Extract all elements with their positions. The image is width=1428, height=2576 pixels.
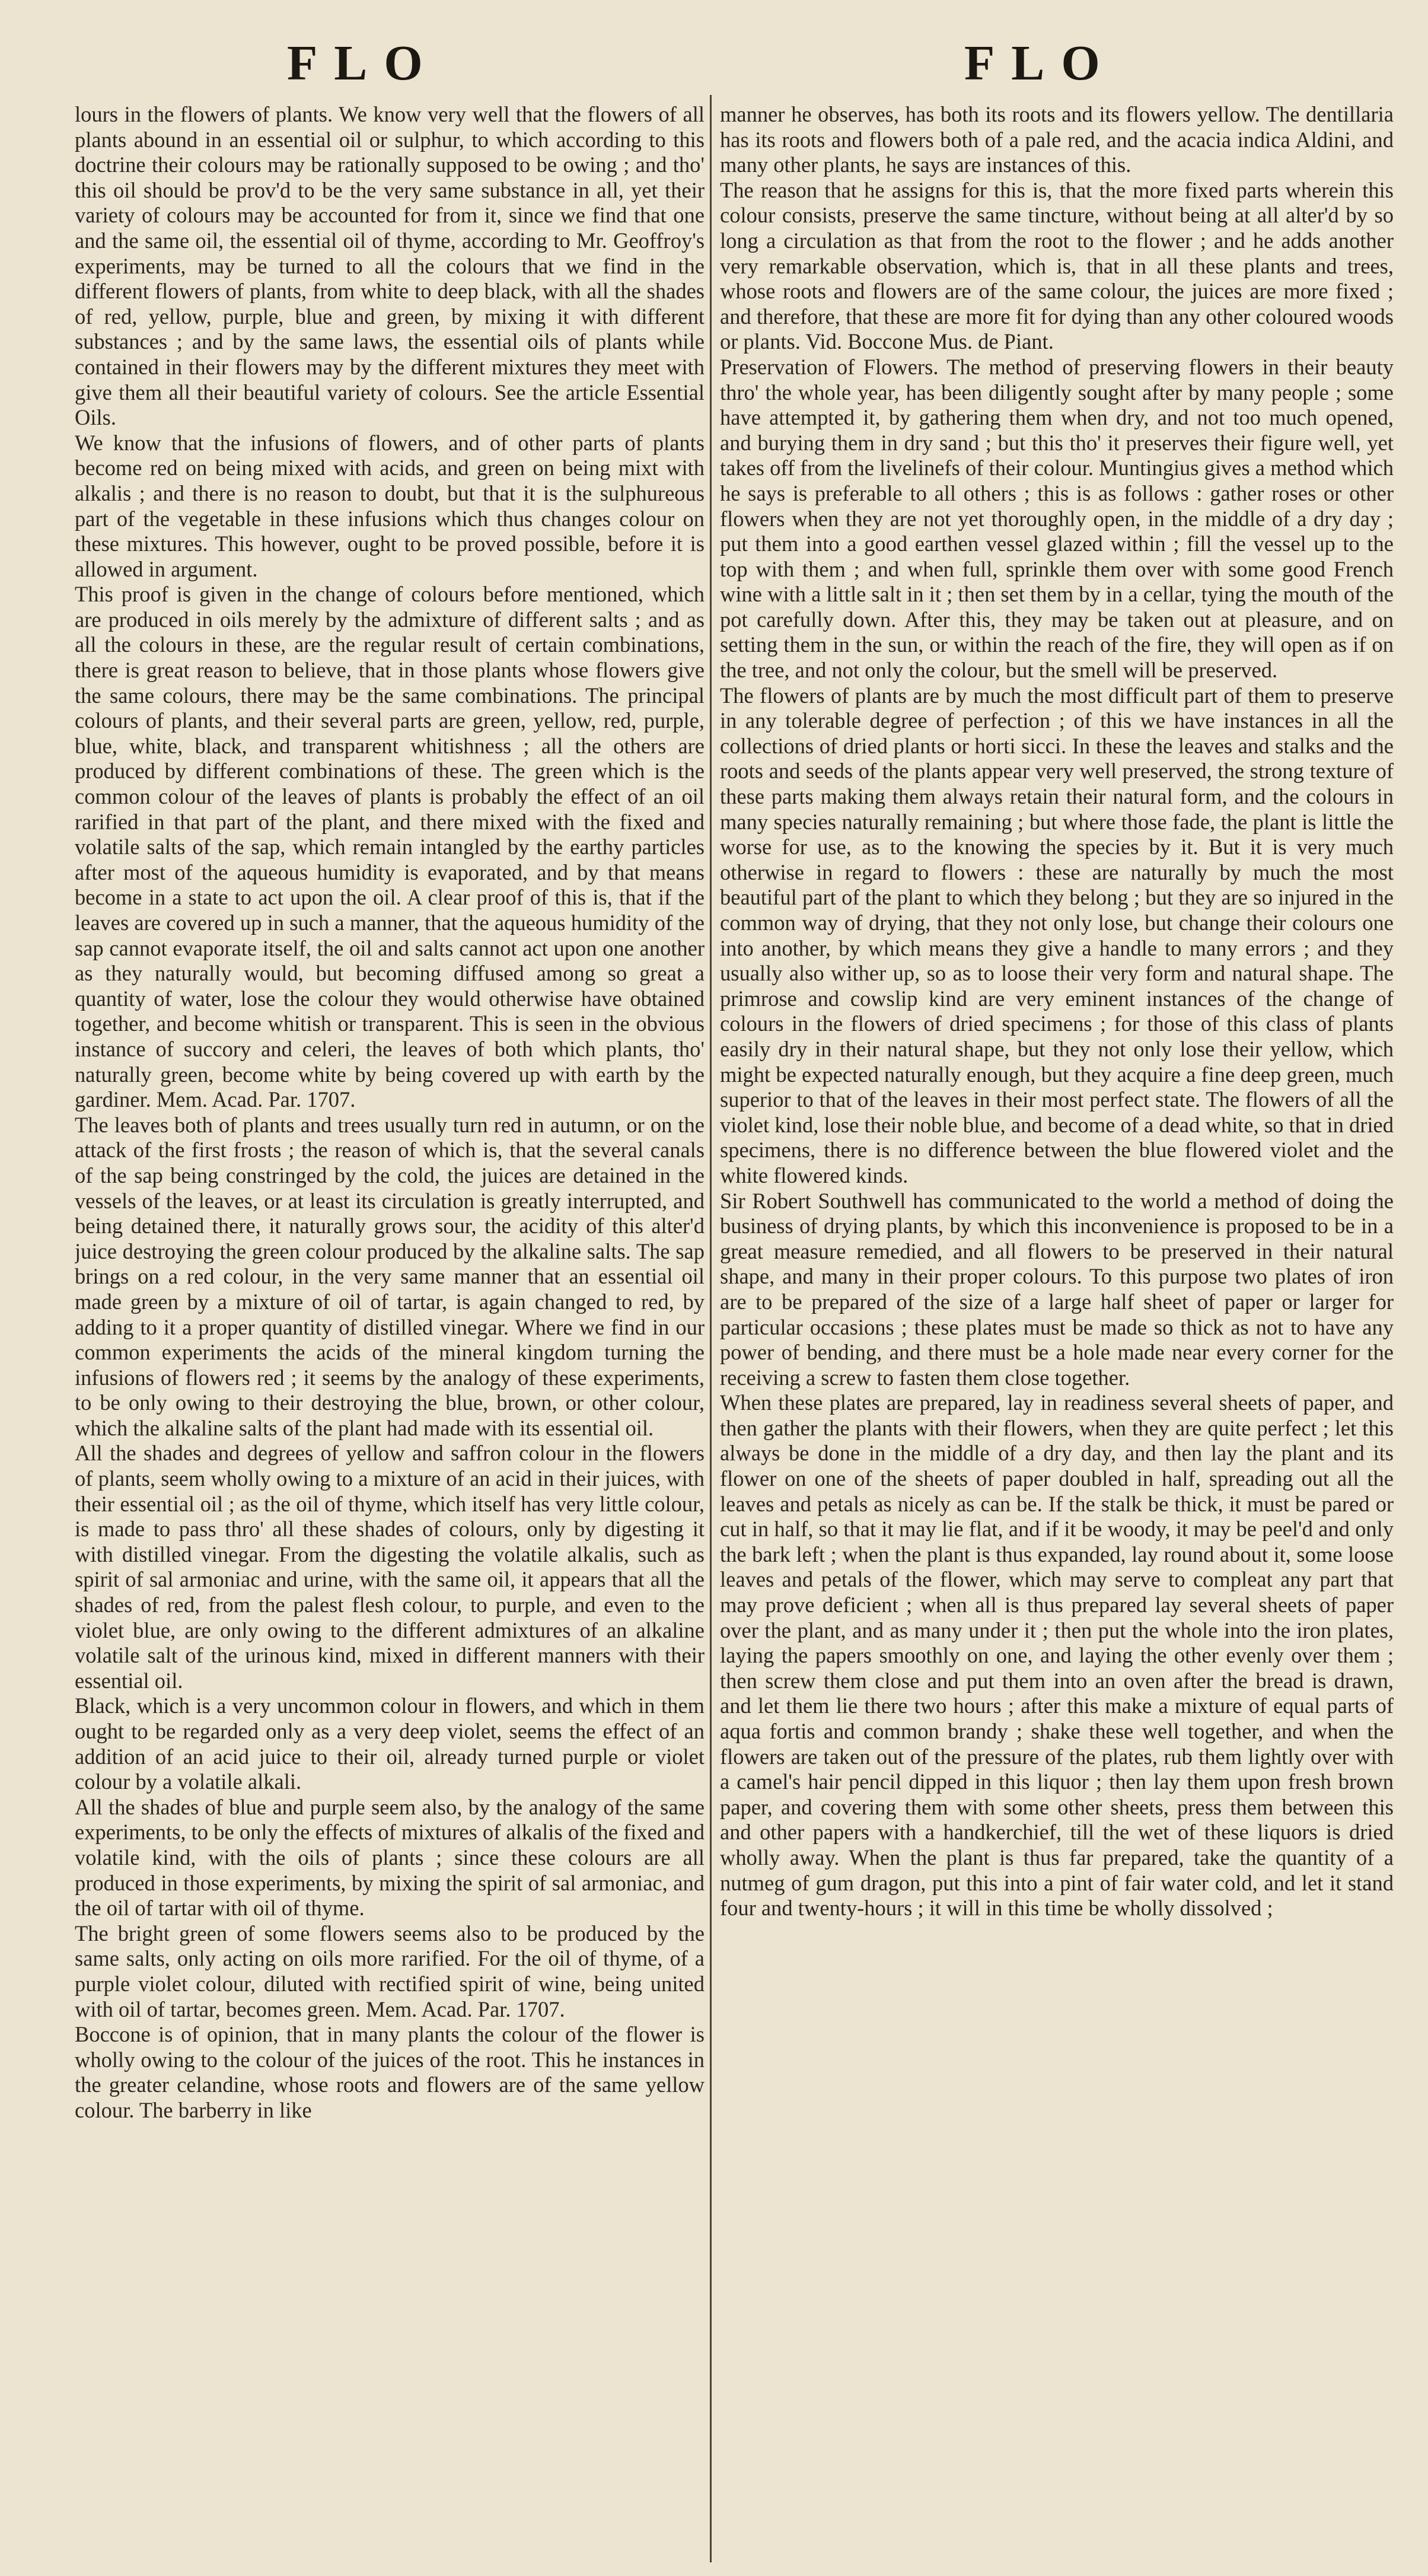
paragraph: We know that the infusions of flowers, and of other parts of plants become red on being mixed with acids, and green on being mixt with alkalis ; and there is no reason to doubt, but that it is the sulphureous part of the vegetable in these infusions which thus changes colour on these mixtures. This however, ought to be proved possible, before it is allowed in argument. — [75, 430, 705, 581]
paragraph: manner he observes, has both its roots and its flowers yellow. The dentillaria has its roots and flowers both of a pale red, and the acacia indica Aldini, and many other plants, he says are instances of this. — [720, 102, 1394, 177]
right-column — [720, 102, 1394, 2564]
paragraph: The flowers of plants are by much the most difficult part of them to preserve in any tolerable degree of perfection ; of this we have instances in all the collections of dried plants or horti sicci. In these the leaves and stalks and the roots and seeds of the plants appear very well preserved, the strong texture of these parts making them always retain their natural form, and the colours in many species naturally remaining ; but where those fade, the plant is little the worse for use, as to the knowing the species by it. But it is very much otherwise in regard to flowers : these are naturally by much the most beautiful part of the plant to which they belong ; but they are so injured in the common way of drying, that they not only lose, but change their colours one into another, by which means they give a handle to many errors ; and they usually also wither up, so as to loose their very form and natural shape. The primrose and cowslip kind are very eminent instances of the change of colours in the flowers of dried specimens ; for those of this class of plants easily dry in their natural shape, but they not only lose their yellow, which might be expected naturally enough, but they acquire a fine deep green, much superior to that of the leaves in their most perfect state. The flowers of all the violet kind, lose their noble blue, and become of a dead white, so that in dried specimens, there is no difference between the blue flowered violet and the white flowered kinds. — [720, 683, 1394, 1187]
paragraph: Black, which is a very uncommon colour in flowers, and which in them ought to be regarded only as a very deep violet, seems the effect of an addition of an acid juice to their oil, already turned purple or violet colour by a volatile alkali. — [75, 1693, 705, 1794]
paragraph: All the shades and degrees of yellow and saffron colour in the flowers of plants, seem wholly owing to a mixture of an acid in their juices, with their essential oil ; as the oil of thyme, which itself has very little colour, is made to pass thro' all these shades of colours, only by digesting it with distilled vinegar. From the digesting the volatile alkalis, such as spirit of sal armoniac and urine, with the same oil, it appears that all the shades of red, from the palest flesh colour, to purple, and even to the violet blue, are only owing to the different admixtures of an alkaline volatile salt of the urinous kind, mixed in different manners with their essential oil. — [75, 1441, 705, 1693]
paragraph: The bright green of some flowers seems also to be produced by the same salts, only acting on oils more rarified. For the oil of thyme, of a purple violet colour, diluted with rectified spirit of wine, being united with oil of tartar, becomes green. Mem. Acad. Par. 1707. — [75, 1921, 705, 2021]
paragraph: The reason that he assigns for this is, that the more fixed parts wherein this colour consists, preserve the same tincture, without being at all alter'd by so long a circulation as that from the root to the flower ; and he adds another very remarkable observation, which is, that in all these plants and trees, whose roots and flowers are of the same colour, the juices are more fixed ; and therefore, that these are more fit for dying than any other coloured woods or plants. Vid. Boccone Mus. de Piant. — [720, 177, 1394, 354]
paragraph: All the shades of blue and purple seem also, by the analogy of the same experiments, to be only the effects of mixtures of alkalis of the fixed and volatile kind, with the oils of plants ; since these colours are all produced in those experiments, by mixing the spirit of sal armoniac, and the oil of tartar with oil of thyme. — [75, 1794, 705, 1921]
paragraph: The leaves both of plants and trees usually turn red in autumn, or on the attack of the first frosts ; the reason of which is, that the several canals of the sap being constringed by the cold, the juices are detained in the vessels of the leaves, or at least its circulation is greatly interrupted, and being detained there, it naturally grows sour, the acidity of this alter'd juice destroying the green colour produced by the alkaline salts. The sap brings on a red colour, in the very same manner that an essential oil made green by a mixture of oil of tartar, is again changed to red, by adding to it a proper quantity of distilled vinegar. Where we find in our common experiments the acids of the mineral kingdom turning the infusions of flowers red ; it seems by the analogy of these experiments, to be only owing to their destroying the blue, brown, or other colour, which the alkaline salts of the plant had made with its essential oil. — [75, 1112, 705, 1440]
paragraph: When these plates are prepared, lay in readiness several sheets of paper, and then gather the plants with their flowers, when they are quite perfect ; let this always be done in the middle of a dry day, and then lay the plant and its flower on one of the sheets of paper doubled in half, spreading out all the leaves and petals as nicely as can be. If the stalk be thick, it must be pared or cut in half, so that it may lie flat, and if it be woody, it may be peel'd and only the bark left ; when the plant is thus expanded, lay round about it, some loose leaves and petals of the flower, which may serve to compleat any part that may prove deficient ; when all is thus prepared lay several sheets of paper over the plant, and as many under it ; then put the whole into the iron plates, laying the papers smoothly on one, and laying the other evenly over them ; then screw them close and put them into an oven after the bread is drawn, and let them lie there two hours ; after this make a mixture of equal parts of aqua fortis and common brandy ; shake these well together, and when the flowers are taken out of the pressure of the plates, rub them lightly over with a camel's hair pencil dipped in this liquor ; then lay them upon fresh brown paper, and covering them with some other sheets, press them between this and other papers with a handkerchief, till the wet of these liquors is dried wholly away. When the plant is thus far prepared, take the quantity of a nutmeg of gum dragon, put this into a pint of fair water cold, and let it stand four and twenty-hours ; it will in this time be wholly dissolved ; — [720, 1390, 1394, 1921]
running-head-left: FLO — [287, 36, 439, 91]
paragraph: lours in the flowers of plants. We know very well that the flowers of all plants abound in an essential oil or sulphur, to which according to this doctrine their colours may be rationally supposed to be owing ; and tho' this oil should be prov'd to be the very same substance in all, yet their variety of colours may be accounted for from it, since we find that one and the same oil, the essential oil of thyme, according to Mr. Geoffroy's experiments, may be turned to all the colours that we find in the different flowers of plants, from white to deep black, with all the shades of red, yellow, purple, blue and green, by mixing it with different substances ; and by the same laws, the essential oils of plants while contained in their flowers may by the different mixtures they meet with give them all their beautiful variety of colours. See the article Essential Oils. — [75, 102, 705, 430]
paragraph: Sir Robert Southwell has communicated to the world a method of doing the business of drying plants, by which this inconvenience is proposed to be in a great measure remedied, and all flowers to be preserved in their natural shape, and many in their proper colours. To this purpose two plates of iron are to be prepared of the size of a large half sheet of paper or larger for particular occasions ; these plates must be made so thick as not to have any power of bending, and there must be a hole made near every corner for the receiving a screw to fasten them close together. — [720, 1188, 1394, 1390]
left-column — [75, 102, 705, 2564]
running-head-right: FLO — [964, 36, 1117, 91]
paragraph: Boccone is of opinion, that in many plants the colour of the flower is wholly owing to the colour of the juices of the root. This he instances in the greater celandine, whose roots and flowers are of the same yellow colour. The barberry in like — [75, 2022, 705, 2122]
paragraph: This proof is given in the change of colours before mentioned, which are produced in oils merely by the admixture of different salts ; and as all the colours in these, are the regular result of certain combinations, there is great reason to believe, that in those plants whose flowers give the same colours, there may be the same combinations. The principal colours of plants, and their several parts are green, yellow, red, purple, blue, white, black, and transparent whitishness ; all the others are produced by different combinations of these. The green which is the common colour of the leaves of plants is probably the effect of an oil rarified in that part of the plant, and there mixed with the fixed and volatile salts of the sap, which remain intangled by the earthy particles after most of the aqueous humidity is evaporated, and by that means become in a state to act upon the oil. A clear proof of this is, that if the leaves are covered up in such a manner, that the aqueous humidity of the sap cannot evaporate itself, the oil and salts cannot act upon one another as they naturally would, but becoming diffused among so great a quantity of water, lose the colour they would otherwise have obtained together, and become whitish or transparent. This is seen in the obvious instance of succory and celeri, the leaves of both which plants, tho' naturally green, become white by being covered up with earth by the gardiner. Mem. Acad. Par. 1707. — [75, 582, 705, 1112]
paragraph: Preservation of Flowers. The method of preserving flowers in their beauty thro' the whole year, has been diligently sought after by many people ; some have attempted it, by gathering them when dry, and not too much opened, and burying them in dry sand ; but this tho' it preserves their figure well, yet takes off from the livelinefs of their colour. Muntingius gives a method which he says is preferable to all others ; this is as follows : gather roses or other flowers when they are not yet thoroughly open, in the middle of a dry day ; put them into a good earthen vessel glazed within ; fill the vessel up to the top with them ; and when full, sprinkle them over with some good French wine with a little salt in it ; then set them by in a cellar, tying the mouth of the pot carefully down. After this, they may be taken out at pleasure, and on setting them in the sun, or within the reach of the fire, they will open as if on the tree, and not only the colour, but the smell will be preserved. — [720, 354, 1394, 683]
column-divider — [710, 95, 712, 2562]
